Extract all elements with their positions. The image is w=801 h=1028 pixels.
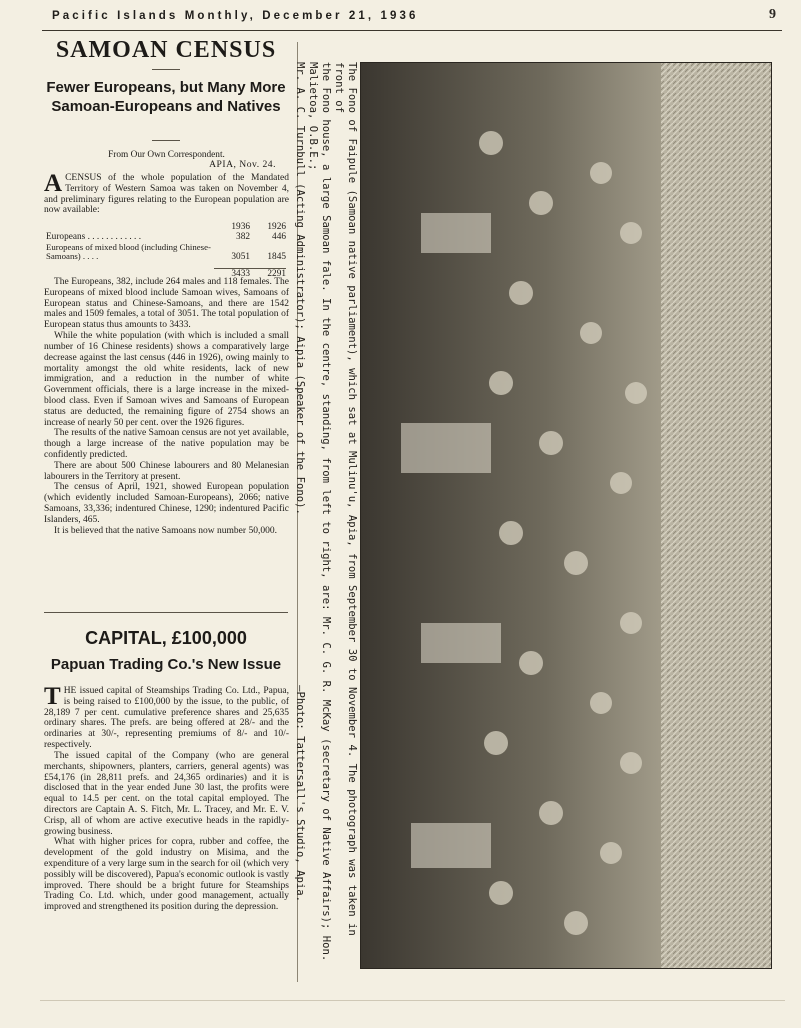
capital-title: CAPITAL, £100,000 — [85, 628, 247, 648]
census-table — [46, 222, 286, 280]
dateline: APIA, Nov. 24. — [209, 159, 276, 170]
photo-caption — [294, 62, 358, 962]
subtitle-rule — [152, 140, 180, 141]
capital-body — [44, 683, 289, 913]
capital-intro-text: HE issued capital of Steamships Trading Co. Ltd., Papua, is being raised to £100,000 by the issue, to the public, of 28,189 7 per cent. cumulative preference shares and 25,635 ordinary shares. The prefs. are being offered at 28/- and the ordinaries at 30/-, representing premiums of 8/- and 10/- respectively. — [44, 686, 289, 751]
caption-last-row — [293, 62, 306, 962]
title-rule — [152, 69, 180, 70]
paragraph: The census of April, 1921, showed European population (which evidently included Samoan-Europeans), 2066; native Samoans, 33,336; indentured Chinese, 1290; indentured Pacific Islanders, 465. — [44, 482, 289, 525]
capital-subtitle: Papuan Trading Co.'s New Issue — [50, 656, 282, 673]
drop-cap: T — [44, 683, 61, 710]
table-cell: 3051 — [231, 251, 250, 262]
caption-line: The Fono of Faipule (Samoan native parliament), which sat at Mulinu'u, Apia, from September 30 to November 4. The photograph was taken in front of — [333, 62, 358, 936]
group-photograph — [360, 62, 772, 969]
photo-placeholder-icon — [361, 63, 771, 968]
caption-line: Mr. A. C. Turnbull (Acting Administrator); Aipia (Speaker of the Fono). — [294, 62, 306, 515]
table-row-label: Europeans . . . . . . . . . . . . — [46, 232, 142, 243]
byline: From Our Own Correspondent. — [108, 150, 225, 160]
caption-text — [294, 62, 358, 962]
table-cell: 1845 — [267, 251, 286, 262]
paragraph: What with higher prices for copra, rubber and coffee, the development of the gold industry on Misima, and the expenditure of a very large sum in the search for oil (which very possibly will be discovered), Papua's economic outlook is vastly improved. There should be a bright future for Steamships Trading Co. Ltd. which, under good management, actually improved and strengthened its position during the depression. — [44, 837, 289, 913]
paragraph: The Europeans, 382, include 264 males and 118 females. The Europeans of mixed blood include Samoan wives, Samoans of European status and Chinese-Samoans, and there are 1542 males and 1509 females, a total of 3051. The total population of European status thus amounts to 3433. — [44, 277, 289, 331]
paragraph: It is believed that the native Samoans now number 50,000. — [54, 525, 277, 536]
paragraph: The issued capital of the Company (who are general merchants, shipowners, planters, carriers, general agents) was £54,176 (in 28,811 prefs. and 24,365 ordinaries) and it is disclosed that in the year ended June 30 last, the profits were equal to 14.5 per cent. on the total capital employed. The directors are Captain A. S. Fitch, Mr. L. Tracey, and Mr. E. V. Crisp, all of whom are active executive heads in the rapidly-growing business. — [44, 750, 289, 837]
table-row — [46, 243, 286, 262]
table-total: 3433 — [214, 268, 250, 279]
census-title: SAMOAN CENSUS — [55, 37, 277, 63]
census-body — [44, 277, 289, 537]
table-cell: 446 — [272, 232, 286, 243]
table-total: 2291 — [250, 268, 286, 279]
caption-line: the Fono house, a large Samoan fale. In the centre, standing, from left to right, are: Mr. C. G. R. McKay (secretary of Native Affairs); Hon. Malietoa, O.B.E.; — [307, 62, 332, 962]
header-rule — [42, 30, 782, 31]
photo-credit: —Photo: Tattersall's Studio, Apia. — [294, 685, 306, 902]
paragraph: There are about 500 Chinese labourers and 80 Melanesian labourers in the Territory at present. — [44, 460, 289, 482]
paragraph: The results of the native Samoan census are not yet available, though a large increase of the native population may be confidently predicted. — [44, 428, 289, 460]
table-year: 1936 — [231, 222, 250, 232]
bottom-rule — [40, 1000, 785, 1001]
table-row-label: Europeans of mixed blood (including Chinese-Samoans) . . . . — [46, 241, 211, 262]
census-intro-text: CENSUS of the whole population of the Mandated Territory of Western Samoa was taken on November 4, and preliminary figures relating to the European population are now available: — [44, 173, 289, 216]
page-header — [52, 8, 782, 28]
table-year: 1926 — [267, 222, 286, 232]
left-column — [40, 34, 292, 994]
table-header-row — [46, 222, 286, 232]
table-cell: 382 — [236, 232, 250, 243]
section-rule — [44, 612, 288, 613]
drop-cap: A — [44, 170, 63, 197]
page-number: 9 — [769, 7, 776, 22]
census-intro — [44, 170, 289, 216]
paragraph: While the white population (with which is included a small number of 16 Chinese residents) shows a comparatively large decrease against the last census (446 in 1926), owing mainly to mortality amongst the old white residents, lack of new immigration, and a reduction in the number of white Government officials, there is a large increase in the mixed-blood class. Even if Samoan wives and Samoans of European status are deducted, the remaining figure of 2754 shows an increase of nearly 50 per cent. over the 1926 figures. — [44, 331, 289, 428]
masthead: Pacific Islands Monthly, December 21, 1936 — [52, 10, 419, 22]
census-subtitle: Fewer Europeans, but Many More Samoan-Europeans and Natives — [46, 79, 286, 115]
